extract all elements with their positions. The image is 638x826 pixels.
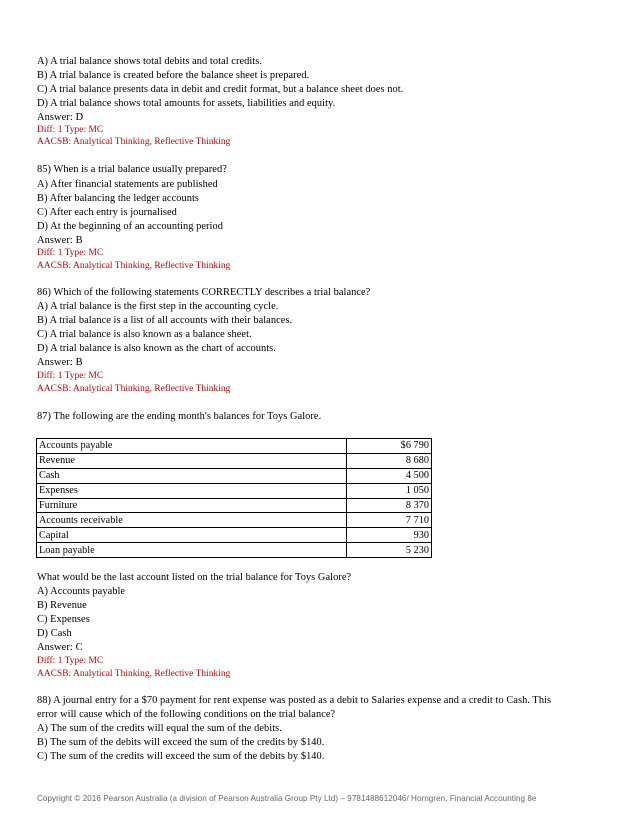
account-balance: 4 500 bbox=[347, 468, 432, 483]
copyright-footer: Copyright © 2016 Pearson Australia (a division of Pearson Australia Group Pty Ltd) – 9781488612046/ Horngren, Financial Accounting 8e bbox=[37, 794, 537, 803]
aacsb-meta: AACSB: Analytical Thinking, Reflective Thinking bbox=[37, 384, 231, 394]
difficulty-meta: Diff: 1 Type: MC bbox=[37, 125, 104, 135]
option-b: B) After balancing the ledger accounts bbox=[37, 193, 200, 204]
table-row bbox=[37, 468, 432, 483]
account-name: Revenue bbox=[37, 453, 347, 468]
option-b: B) A trial balance is a list of all accounts with their balances. bbox=[37, 315, 293, 326]
option-c: C) A trial balance is also known as a balance sheet. bbox=[37, 329, 252, 340]
question-88-continued: error will cause which of the following conditions on the trial balance? bbox=[37, 709, 336, 720]
table-row bbox=[37, 498, 432, 513]
answer: Answer: C bbox=[37, 642, 83, 653]
option-c: C) Expenses bbox=[37, 614, 90, 625]
option-d: D) A trial balance shows total amounts for assets, liabilities and equity. bbox=[37, 98, 336, 109]
account-balance: 1 050 bbox=[347, 483, 432, 498]
table-row bbox=[37, 543, 432, 558]
table-row bbox=[37, 528, 432, 543]
account-name: Capital bbox=[37, 528, 347, 543]
difficulty-meta: Diff: 1 Type: MC bbox=[37, 371, 104, 381]
answer: Answer: D bbox=[37, 112, 84, 123]
question-87: 87) The following are the ending month's balances for Toys Galore. bbox=[37, 411, 322, 422]
account-balance: 5 230 bbox=[347, 543, 432, 558]
option-a: A) The sum of the credits will equal the sum of the debits. bbox=[37, 723, 282, 734]
option-a: A) A trial balance shows total debits and total credits. bbox=[37, 56, 262, 67]
option-c: C) The sum of the credits will exceed the sum of the debits by $140. bbox=[37, 751, 325, 762]
account-name: Furniture bbox=[37, 498, 347, 513]
difficulty-meta: Diff: 1 Type: MC bbox=[37, 656, 104, 666]
question-85: 85) When is a trial balance usually prepared? bbox=[37, 164, 227, 175]
account-name: Loan payable bbox=[37, 543, 347, 558]
account-name: Accounts receivable bbox=[37, 513, 347, 528]
account-name: Accounts payable bbox=[37, 439, 347, 454]
account-balance: 8 680 bbox=[347, 453, 432, 468]
option-a: A) Accounts payable bbox=[37, 586, 126, 597]
aacsb-meta: AACSB: Analytical Thinking, Reflective Thinking bbox=[37, 261, 231, 271]
option-c: C) After each entry is journalised bbox=[37, 207, 177, 218]
answer: Answer: B bbox=[37, 235, 83, 246]
balances-table bbox=[36, 438, 432, 558]
option-c: C) A trial balance presents data in debit and credit format, but a balance sheet does not. bbox=[37, 84, 404, 95]
account-balance: $6 790 bbox=[347, 439, 432, 454]
aacsb-meta: AACSB: Analytical Thinking, Reflective Thinking bbox=[37, 669, 231, 679]
table-row bbox=[37, 439, 432, 454]
table-row bbox=[37, 483, 432, 498]
account-name: Expenses bbox=[37, 483, 347, 498]
question-87-prompt: What would be the last account listed on the trial balance for Toys Galore? bbox=[37, 572, 352, 583]
account-balance: 8 370 bbox=[347, 498, 432, 513]
option-b: B) A trial balance is created before the balance sheet is prepared. bbox=[37, 70, 310, 81]
option-a: A) A trial balance is the first step in the accounting cycle. bbox=[37, 301, 279, 312]
account-balance: 930 bbox=[347, 528, 432, 543]
account-balance: 7 710 bbox=[347, 513, 432, 528]
option-d: D) A trial balance is also known as the chart of accounts. bbox=[37, 343, 276, 354]
table-row bbox=[37, 453, 432, 468]
option-a: A) After financial statements are published bbox=[37, 179, 218, 190]
option-d: D) At the beginning of an accounting period bbox=[37, 221, 223, 232]
table-row bbox=[37, 513, 432, 528]
option-b: B) Revenue bbox=[37, 600, 87, 611]
option-d: D) Cash bbox=[37, 628, 72, 639]
aacsb-meta: AACSB: Analytical Thinking, Reflective Thinking bbox=[37, 137, 231, 147]
question-88: 88) A journal entry for a $70 payment for rent expense was posted as a debit to Salaries expense and a credit to Cash. This bbox=[37, 695, 552, 706]
question-86: 86) Which of the following statements CORRECTLY describes a trial balance? bbox=[37, 287, 371, 298]
option-b: B) The sum of the debits will exceed the sum of the credits by $140. bbox=[37, 737, 325, 748]
difficulty-meta: Diff: 1 Type: MC bbox=[37, 248, 104, 258]
account-name: Cash bbox=[37, 468, 347, 483]
answer: Answer: B bbox=[37, 357, 83, 368]
